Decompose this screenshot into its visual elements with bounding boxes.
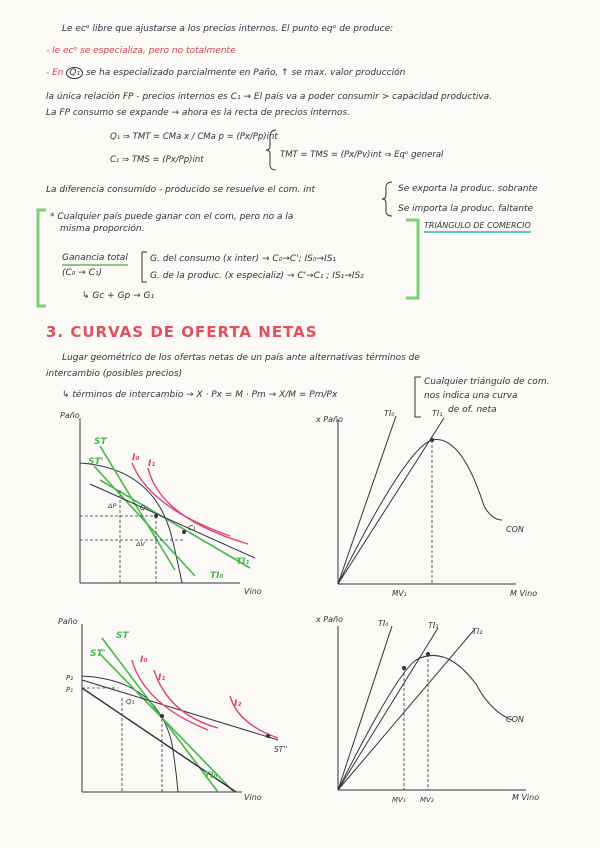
box-line-2: misma proporción.: [60, 224, 145, 234]
difference-line: La diferencia consumido - producido se resuelve el com. int: [46, 185, 316, 195]
equation-general: TMT = TMS = (Px/Pv)int ⇒ Eqᵒ general: [280, 150, 444, 160]
graph1-label-dp: ΔP: [108, 502, 117, 510]
terms-of-trade-line: ↳ términos de intercambio → X · Px = M · Pm → X/M = Pm/Px: [62, 390, 338, 400]
graph-offer-curve-1: [316, 408, 566, 608]
graph4-label-ti2: TI₂: [472, 627, 483, 636]
graph1-label-c1: C₁: [188, 524, 196, 532]
graph3-label-i1: I₁: [158, 673, 166, 683]
graph4-x-axis: M Vino: [512, 793, 540, 802]
graph1-label-ti0: TI₀: [210, 571, 224, 581]
side-note-3: de of. neta: [448, 405, 497, 415]
graph2-label-mv1: MV₁: [392, 589, 407, 598]
graph3-label-st-double-prime: ST'': [274, 745, 288, 754]
graph2-label-con: CON: [506, 525, 524, 534]
side-note-1: Cualquier triángulo de com.: [424, 377, 550, 387]
trade-triangle-title: TRIÁNGULO DE COMERCIO: [424, 220, 531, 233]
side-note-2: nos indica una curva: [424, 391, 518, 401]
graph4-y-axis: x Paño: [316, 615, 343, 624]
graph3-y-axis: Paño: [58, 617, 78, 626]
export-line: Se exporta la produc. sobrante: [398, 184, 538, 194]
graph4-label-mv2: MV₂: [420, 796, 434, 804]
graph3-label-st-prime: ST': [90, 649, 106, 659]
graph1-label-st-prime: ST': [88, 457, 104, 467]
equation-q1: Q₁ ⇒ TMT = CMa x / CMa p = (Px/Pp)int: [110, 132, 278, 142]
graph4-label-con: CON: [506, 715, 524, 724]
bullet-1: - le ecᵒ se especializa, pero no totalmente: [46, 46, 236, 56]
bullet-2-circled: Q₁: [66, 67, 83, 79]
graph1-y-axis: Paño: [60, 411, 80, 420]
graph4-label-ti1: TI₁: [428, 621, 439, 630]
box-line-1: * Cualquier país puede ganar con el com, pero no a la: [50, 212, 294, 222]
graph3-label-p2: P₂: [66, 674, 74, 682]
bullet-2-prefix: - En: [46, 68, 64, 78]
graph-ppf-2: [58, 614, 308, 814]
import-line: Se importa la produc. faltante: [398, 204, 534, 214]
bracket-gains: [138, 250, 148, 284]
graph3-label-p1: P₁: [66, 686, 74, 694]
graph1-label-i1: I₁: [148, 459, 156, 469]
relation-line: la única relación FP - precios internos es C₁ → El país va a poder consumir > capacidad productiva.: [46, 92, 493, 102]
graph1-label-dv: ΔV: [136, 540, 145, 548]
section-title: 3. CURVAS DE OFERTA NETAS: [46, 323, 318, 341]
graph1-label-ti1: TI₁: [236, 557, 250, 567]
definition-line-1: Lugar geométrico de los ofertas netas de un país ante alternativas términos de: [62, 353, 420, 363]
bullet-2-rest: se ha especializado parcialmente en Paño, ↑ se max. valor producción: [85, 68, 406, 78]
fp-line: La FP consumo se expande → ahora es la recta de precios internos.: [46, 108, 351, 118]
graph2-x-axis: M Vino: [510, 589, 538, 598]
graph3-x-axis: Vino: [244, 793, 262, 802]
gain-production: G. de la produc. (x especializ) → C'→C₁ ; IS₁→IS₂: [150, 271, 364, 281]
definition-line-2: intercambio (posibles precios): [46, 369, 183, 379]
gain-label: Ganancia total: [62, 253, 128, 266]
graph4-label-mv1: MV₁: [392, 796, 406, 804]
graph3-label-i0: I₀: [140, 655, 148, 665]
gain-sub: (C₀ → C₁): [62, 268, 103, 278]
bullet-2: [46, 68, 405, 79]
graph1-x-axis: Vino: [244, 587, 262, 596]
intro-line: Le ecᵒ libre que ajustarse a los precios internos. El punto eqᵒ de produce:: [62, 24, 394, 34]
gain-consumption: G. del consumo (x inter) → C₀→C'; IS₀→IS₁: [150, 254, 337, 264]
graph2-y-axis: x Paño: [316, 415, 343, 424]
graph-offer-curve-2: [316, 614, 586, 814]
graph-ppf-1: [60, 408, 300, 608]
graph3-label-ti0: TI₀: [204, 771, 218, 781]
graph3-label-i2: I₂: [234, 699, 242, 709]
graph2-label-ti1: TI₁: [432, 409, 443, 418]
graph3-label-st: ST: [116, 631, 129, 641]
graph2-label-ti0: TI₀: [384, 409, 395, 418]
graph4-label-ti0: TI₀: [378, 619, 389, 628]
gain-sum: ↳ Gc + Gp → G₁: [82, 291, 155, 301]
brace-equations: [266, 128, 278, 172]
graph1-label-st: ST: [94, 437, 107, 447]
graph3-label-q1: Q₁: [126, 698, 135, 706]
graph1-label-i0: I₀: [132, 453, 140, 463]
equation-c1: C₁ ⇒ TMS = (Px/Pp)int: [110, 155, 204, 165]
graph1-label-q1: Q₁: [140, 504, 149, 512]
